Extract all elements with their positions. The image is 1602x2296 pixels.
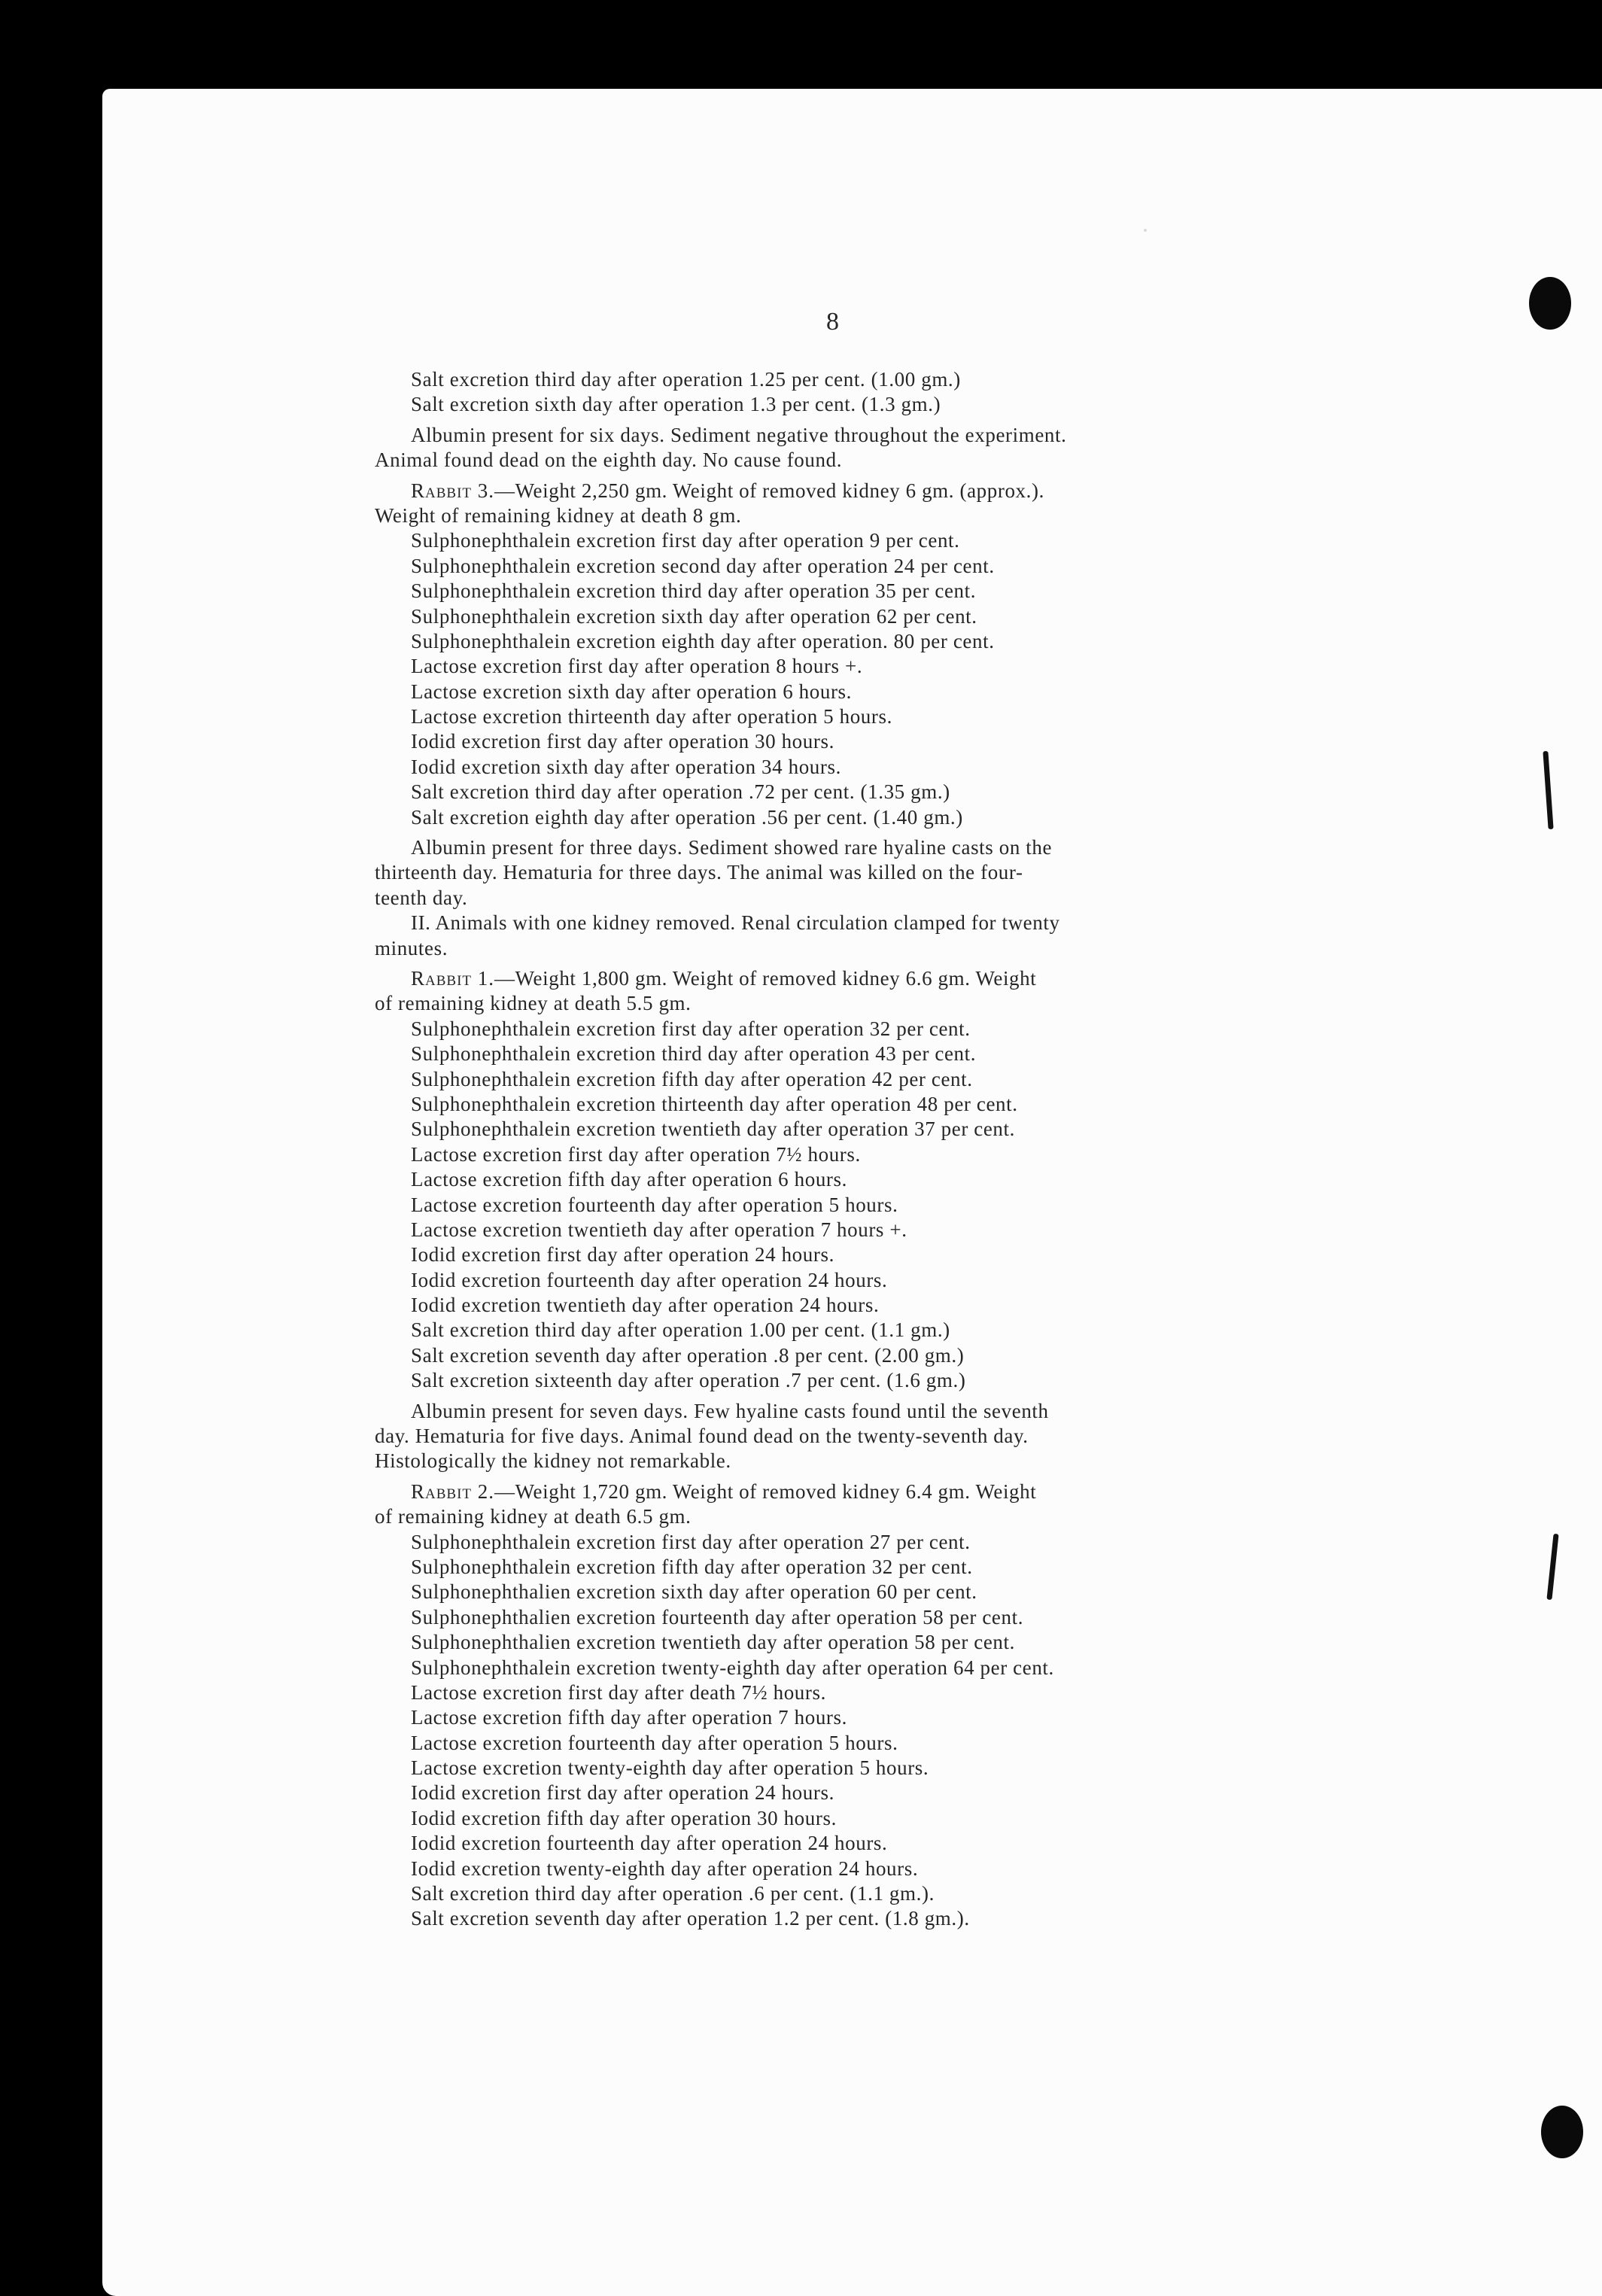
rabbit-label: Rabbit 2. [411, 1479, 495, 1503]
text-line [375, 680, 1309, 704]
margin-mark [1546, 1534, 1558, 1600]
line-text: Albumin present for seven days. Few hyaline casts found until the seventh [411, 1399, 1049, 1422]
line-text: Sulphonephthalein excretion third day after operation 43 per cent. [411, 1042, 977, 1066]
text-line [375, 1117, 1309, 1142]
text-line [375, 448, 1309, 473]
line-text: Lactose excretion sixth day after operation 6 hours. [411, 680, 853, 703]
text-line [375, 503, 1309, 528]
text-line [375, 1399, 1309, 1424]
line-text: Salt excretion eighth day after operation .56 per cent. (1.40 gm.) [411, 805, 963, 829]
text-line [375, 1831, 1309, 1856]
line-text: —Weight 1,800 gm. Weight of removed kidney 6.6 gm. Weight [494, 966, 1037, 990]
line-text: Animal found dead on the eighth day. No cause found. [375, 449, 843, 472]
line-text: Sulphonephthalein excretion first day after operation 32 per cent. [411, 1017, 971, 1040]
line-text: Lactose excretion fifth day after operation 7 hours. [411, 1706, 847, 1729]
text-line [375, 1656, 1309, 1680]
line-text: Sulphonephthalein excretion twenty-eighth day after operation 64 per cent. [411, 1656, 1054, 1679]
line-text: Salt excretion sixteenth day after operation .7 per cent. (1.6 gm.) [411, 1369, 966, 1392]
line-text: Albumin present for six days. Sediment negative throughout the experiment. [411, 423, 1067, 446]
line-text: Iodid excretion first day after operation 24 hours. [411, 1781, 834, 1805]
text-line [375, 1042, 1309, 1066]
line-text: Lactose excretion twentieth day after operation 7 hours +. [411, 1218, 907, 1241]
text-line [375, 755, 1309, 780]
line-text: Lactose excretion fourteenth day after operation 5 hours. [411, 1731, 898, 1754]
line-text: Salt excretion seventh day after operation .8 per cent. (2.00 gm.) [411, 1343, 965, 1367]
line-text: Salt excretion sixth day after operation 1.3 per cent. (1.3 gm.) [411, 393, 941, 416]
line-text: Lactose excretion fifth day after operation 6 hours. [411, 1168, 847, 1191]
line-text: thirteenth day. Hematuria for three days. The animal was killed on the four- [375, 861, 1023, 884]
rabbit-label: Rabbit 1. [411, 966, 495, 990]
text-line [375, 1680, 1309, 1705]
text-line [375, 1092, 1309, 1117]
line-text: Sulphonephthalein excretion eighth day after operation. 80 per cent. [411, 629, 995, 652]
text-line [375, 1530, 1309, 1555]
text-line [375, 1293, 1309, 1318]
section-heading-line [375, 1479, 1309, 1504]
text-line [375, 1605, 1309, 1630]
line-text: Salt excretion third day after operation 1.25 per cent. (1.00 gm.) [411, 368, 961, 391]
line-text: Lactose excretion twenty-eighth day after operation 5 hours. [411, 1756, 929, 1780]
line-text: Salt excretion seventh day after operation 1.2 per cent. (1.8 gm.). [411, 1907, 970, 1930]
line-text: Lactose excretion thirteenth day after operation 5 hours. [411, 705, 892, 728]
text-line [375, 579, 1309, 604]
section-heading-line [375, 479, 1309, 503]
text-line [375, 1368, 1309, 1393]
line-text: Iodid excretion first day after operation 30 hours. [411, 730, 834, 753]
text-line [375, 911, 1309, 935]
line-text: Iodid excretion sixth day after operation 34 hours. [411, 755, 841, 778]
text-line [375, 392, 1309, 417]
line-text: Sulphonephthalien excretion twentieth day after operation 58 per cent. [411, 1631, 1015, 1654]
text-line [375, 1630, 1309, 1655]
text-line [375, 886, 1309, 911]
scan-speck [1144, 229, 1147, 232]
line-text: Sulphonephthalein excretion first day after operation 9 per cent. [411, 529, 960, 552]
text-line [375, 1193, 1309, 1218]
text-line [375, 367, 1309, 392]
text-line [375, 729, 1309, 754]
text-line [375, 1806, 1309, 1831]
line-text: teenth day. [375, 886, 468, 909]
line-text: Iodid excretion twenty-eighth day after operation 24 hours. [411, 1857, 919, 1880]
text-line [375, 554, 1309, 579]
text-line [375, 1449, 1309, 1473]
punch-hole [1541, 2106, 1583, 2158]
text-line [375, 835, 1309, 860]
text-line [375, 704, 1309, 729]
section-heading-line [375, 966, 1309, 991]
line-text: day. Hematuria for five days. Animal found dead on the twenty-seventh day. [375, 1425, 1029, 1448]
line-text: Iodid excretion fourteenth day after operation 24 hours. [411, 1268, 888, 1291]
line-text: Iodid excretion twentieth day after operation 24 hours. [411, 1294, 880, 1317]
text-line [375, 1731, 1309, 1756]
text-line [375, 1555, 1309, 1580]
line-text: Sulphonephthalein excretion sixth day after operation 62 per cent. [411, 604, 977, 628]
line-text: Sulphonephthalien excretion sixth day after operation 60 per cent. [411, 1580, 977, 1604]
text-line [375, 991, 1309, 1016]
line-text: Lactose excretion first day after operation 8 hours +. [411, 655, 863, 678]
page-number: 8 [826, 308, 839, 336]
punch-hole [1529, 277, 1571, 330]
text-line [375, 1424, 1309, 1449]
line-text: Sulphonephthalein excretion first day after operation 27 per cent. [411, 1530, 971, 1553]
text-line [375, 780, 1309, 804]
text-line [375, 1017, 1309, 1042]
line-text: —Weight 1,720 gm. Weight of removed kidney 6.4 gm. Weight [494, 1479, 1037, 1503]
line-text: II. Animals with one kidney removed. Renal circulation clamped for twenty [411, 911, 1060, 935]
text-line [375, 936, 1309, 961]
text-line [375, 1268, 1309, 1293]
line-text: Lactose excretion first day after death 7½ hours. [411, 1680, 826, 1704]
line-text: Lactose excretion first day after operation 7½ hours. [411, 1142, 861, 1166]
text-line [375, 1906, 1309, 1931]
line-text: Albumin present for three days. Sediment showed rare hyaline casts on the [411, 836, 1053, 859]
text-line [375, 1242, 1309, 1267]
line-text: Sulphonephthalein excretion thirteenth day after operation 48 per cent. [411, 1092, 1018, 1115]
text-line [375, 1318, 1309, 1343]
text-line [375, 1343, 1309, 1368]
line-text: Salt excretion third day after operation .72 per cent. (1.35 gm.) [411, 780, 950, 804]
text-line [375, 805, 1309, 830]
text-line [375, 423, 1309, 448]
text-line [375, 528, 1309, 553]
text-line [375, 1218, 1309, 1242]
text-line [375, 1857, 1309, 1881]
line-text: Sulphonephthalein excretion fifth day after operation 32 per cent. [411, 1555, 973, 1578]
text-line [375, 604, 1309, 629]
line-text: Salt excretion third day after operation 1.00 per cent. (1.1 gm.) [411, 1318, 950, 1342]
text-line [375, 1142, 1309, 1167]
line-text: Histologically the kidney not remarkable. [375, 1449, 731, 1473]
line-text: Weight of remaining kidney at death 8 gm. [375, 503, 742, 527]
rabbit-label: Rabbit 3. [411, 479, 495, 502]
text-line [375, 1067, 1309, 1092]
text-line [375, 1167, 1309, 1192]
line-text: of remaining kidney at death 5.5 gm. [375, 992, 692, 1015]
line-text: Iodid excretion first day after operation 24 hours. [411, 1243, 834, 1267]
text-line [375, 1580, 1309, 1604]
text-line [375, 629, 1309, 654]
text-line [375, 860, 1309, 885]
line-text: Lactose excretion fourteenth day after operation 5 hours. [411, 1193, 898, 1216]
text-line [375, 1504, 1309, 1529]
line-text: Iodid excretion fifth day after operation 30 hours. [411, 1806, 837, 1829]
text-line [375, 1756, 1309, 1781]
line-text: Sulphonephthalien excretion fourteenth day after operation 58 per cent. [411, 1605, 1024, 1628]
line-text: Sulphonephthalein excretion third day after operation 35 per cent. [411, 579, 977, 603]
line-text: of remaining kidney at death 6.5 gm. [375, 1505, 692, 1528]
text-line [375, 1881, 1309, 1906]
line-text: Sulphonephthalein excretion twentieth day after operation 37 per cent. [411, 1118, 1015, 1141]
line-text: Sulphonephthalein excretion second day after operation 24 per cent. [411, 554, 995, 577]
body-text [375, 367, 1309, 1932]
text-line [375, 654, 1309, 679]
line-text: Sulphonephthalein excretion fifth day after operation 42 per cent. [411, 1067, 973, 1090]
line-text: minutes. [375, 936, 448, 959]
text-line [375, 1781, 1309, 1805]
line-text: —Weight 2,250 gm. Weight of removed kidney 6 gm. (approx.). [494, 479, 1044, 502]
text-line [375, 1705, 1309, 1730]
margin-mark [1543, 751, 1553, 829]
line-text: Iodid excretion fourteenth day after operation 24 hours. [411, 1832, 888, 1855]
line-text: Salt excretion third day after operation .6 per cent. (1.1 gm.). [411, 1882, 935, 1905]
